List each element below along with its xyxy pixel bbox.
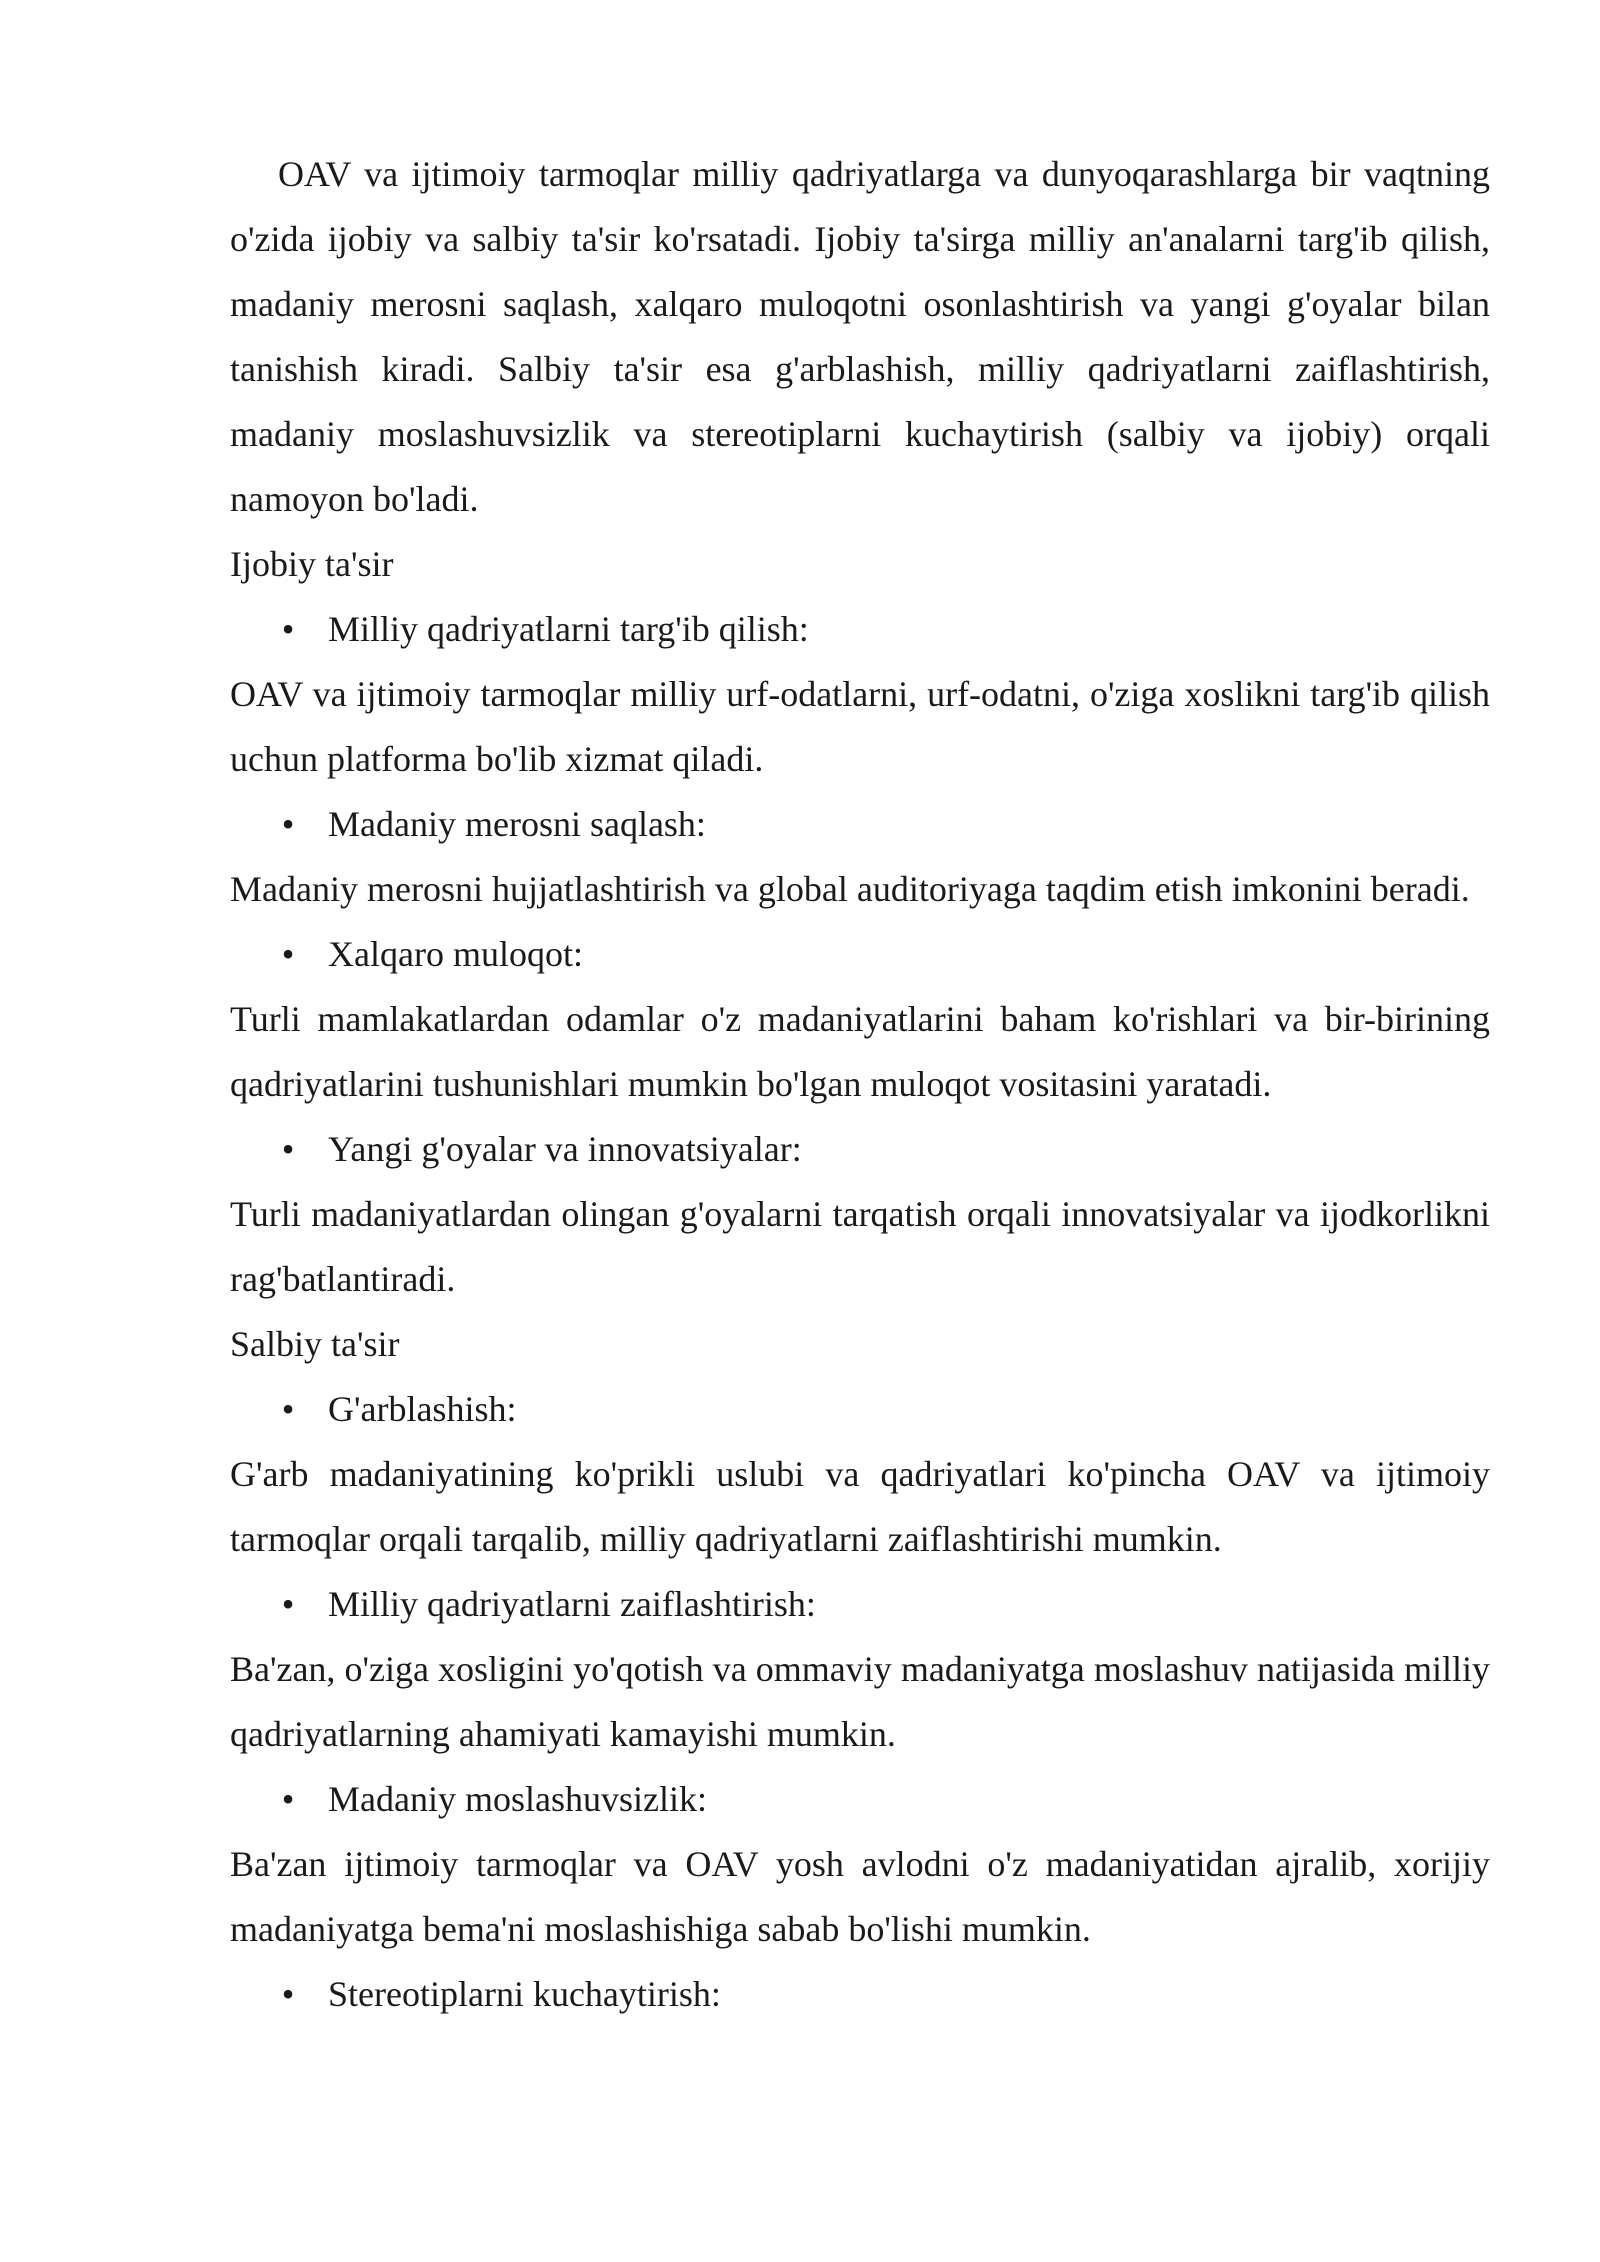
bullet-item (230, 597, 1490, 662)
bullet-icon: • (281, 1584, 295, 1624)
bullet-icon: • (281, 1389, 295, 1429)
bullet-icon: • (281, 1974, 295, 2014)
intro-paragraph: OAV va ijtimoiy tarmoqlar milliy qadriyatlarga va dunyoqarashlarga bir vaqtning o'zida ijobiy va salbiy ta'sir ko'rsatadi. Ijobiy ta'sirga milliy an'analarni targ'ib qilish, madaniy merosni saqlash, xalqaro muloqotni osonlashtirish va yangi g'oyalar bilan tanishish kiradi. Salbiy ta'sir esa g'arblashish, milliy qadriyatlarni zaiflashtirish, madaniy moslashuvsizlik va stereotiplarni kuchaytirish (salbiy va ijobiy) orqali namoyon bo'ladi. (230, 154, 1490, 519)
bullet-title: G'arblashish: (328, 1389, 517, 1429)
bullet-item (230, 922, 1490, 987)
positive-heading: Ijobiy ta'sir (230, 544, 394, 584)
bullet-description: Turli madaniyatlardan olingan g'oyalarni tarqatish orqali innovatsiyalar va ijodkorlikni rag'batlantiradi. (230, 1194, 1490, 1299)
bullet-item (230, 792, 1490, 857)
bullet-title: Xalqaro muloqot: (328, 934, 583, 974)
bullet-item (230, 1767, 1490, 1832)
bullet-icon: • (281, 1779, 295, 1819)
bullet-description: OAV va ijtimoiy tarmoqlar milliy urf-odatlarni, urf-odatni, o'ziga xoslikni targ'ib qilish uchun platforma bo'lib xizmat qiladi. (230, 674, 1490, 779)
bullet-item (230, 1962, 1490, 2027)
bullet-title: Madaniy merosni saqlash: (328, 804, 706, 844)
bullet-description: G'arb madaniyatining ko'prikli uslubi va qadriyatlari ko'pincha OAV va ijtimoiy tarmoqlar orqali tarqalib, milliy qadriyatlarni zaiflashtirishi mumkin. (230, 1454, 1490, 1559)
document-body (230, 142, 1490, 2027)
bullet-icon: • (281, 1129, 295, 1169)
bullet-icon: • (281, 804, 295, 844)
bullet-item (230, 1377, 1490, 1442)
bullet-description: Ba'zan ijtimoiy tarmoqlar va OAV yosh avlodni o'z madaniyatidan ajralib, xorijiy madaniyatga bema'ni moslashishiga sabab bo'lishi mumkin. (230, 1844, 1490, 1949)
bullet-item (230, 1117, 1490, 1182)
bullet-title: Madaniy moslashuvsizlik: (328, 1779, 707, 1819)
bullet-title: Milliy qadriyatlarni zaiflashtirish: (328, 1584, 816, 1624)
bullet-icon: • (281, 609, 295, 649)
bullet-description: Turli mamlakatlardan odamlar o'z madaniyatlarini baham ko'rishlari va bir-birining qadriyatlarini tushunishlari mumkin bo'lgan muloqot vositasini yaratadi. (230, 999, 1490, 1104)
bullet-description: Madaniy merosni hujjatlashtirish va global auditoriyaga taqdim etish imkonini beradi. (230, 869, 1470, 909)
negative-heading: Salbiy ta'sir (230, 1324, 400, 1364)
bullet-description: Ba'zan, o'ziga xosligini yo'qotish va ommaviy madaniyatga moslashuv natijasida milliy qadriyatlarning ahamiyati kamayishi mumkin. (230, 1649, 1490, 1754)
bullet-title: Yangi g'oyalar va innovatsiyalar: (328, 1129, 802, 1169)
bullet-title: Milliy qadriyatlarni targ'ib qilish: (328, 609, 809, 649)
bullet-title: Stereotiplarni kuchaytirish: (328, 1974, 721, 2014)
bullet-icon: • (281, 934, 295, 974)
bullet-item (230, 1572, 1490, 1637)
